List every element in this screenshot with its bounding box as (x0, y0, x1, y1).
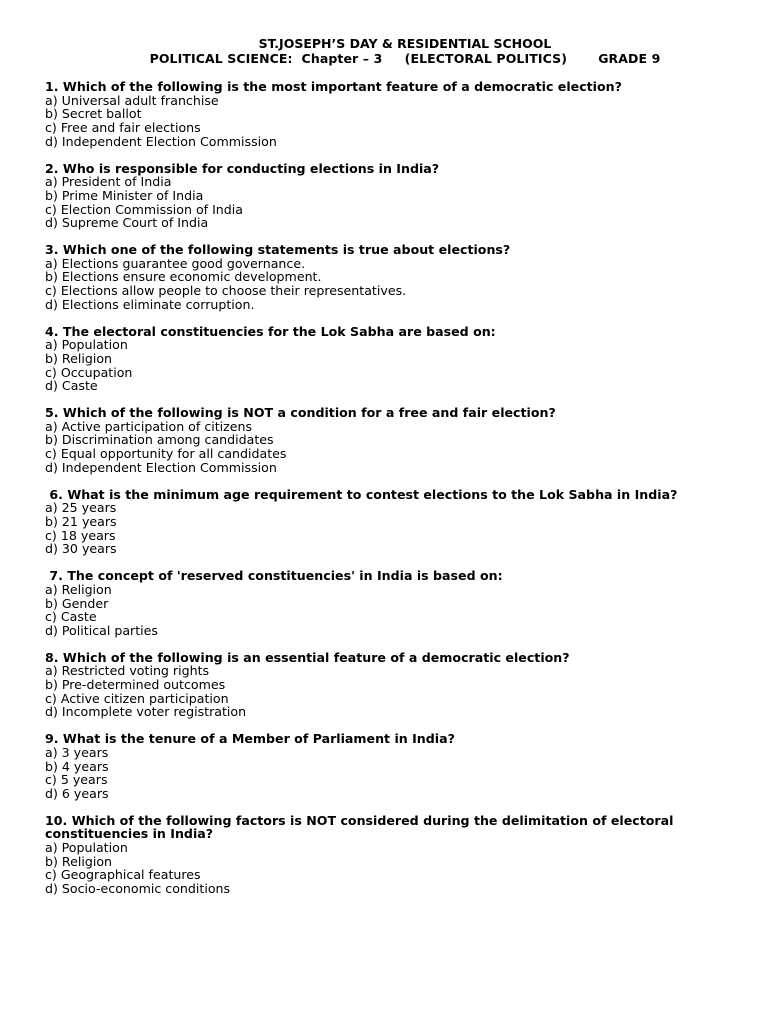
option-b: b) Prime Minister of India (45, 187, 204, 203)
option-d: d) Incomplete voter registration (45, 704, 247, 720)
option-c: c) 18 years (45, 527, 116, 543)
option-c: c) Election Commission of India (45, 201, 243, 217)
worksheet-page (45, 36, 735, 896)
school-name: ST.JOSEPH’S DAY & RESIDENTIAL SCHOOL (258, 36, 552, 51)
option-d: d) Supreme Court of India (45, 215, 209, 231)
option-b: b) 4 years (45, 758, 109, 774)
option-a: a) Restricted voting rights (45, 663, 210, 679)
option-c: c) Geographical features (45, 867, 201, 883)
question-text: 9. What is the tenure of a Member of Parliament in India? (45, 731, 455, 747)
option-b: b) Gender (45, 595, 109, 611)
question-3 (45, 243, 735, 312)
option-d: d) Independent Election Commission (45, 459, 277, 475)
question-text: 2. Who is responsible for conducting elections in India? (45, 160, 440, 176)
option-a: a) 25 years (45, 500, 117, 516)
option-c: c) Occupation (45, 364, 133, 380)
question-10 (45, 814, 735, 896)
option-d: d) Caste (45, 378, 98, 394)
question-text: 7. The concept of 'reserved constituencies' in India is based on: (45, 568, 503, 584)
subject-line: POLITICAL SCIENCE: Chapter – 3 (ELECTORAL POLITICS) GRADE 9 (149, 51, 661, 66)
option-a: a) Universal adult franchise (45, 92, 219, 108)
option-b: b) Discrimination among candidates (45, 432, 274, 448)
question-9 (45, 732, 735, 801)
question-text: 1. Which of the following is the most important feature of a democratic election? (45, 79, 622, 94)
option-d: d) Elections eliminate corruption. (45, 296, 255, 312)
question-text: 10. Which of the following factors is NOT considered during the delimitation of electoral constituencies in India? (45, 812, 678, 842)
option-c: c) Caste (45, 609, 97, 625)
question-text: 3. Which one of the following statements is true about elections? (45, 242, 511, 258)
option-d: d) Independent Election Commission (45, 133, 277, 149)
worksheet-header (75, 36, 735, 66)
option-c: c) Active citizen participation (45, 690, 229, 706)
question-2 (45, 162, 735, 231)
option-a: a) Active participation of citizens (45, 418, 253, 434)
option-d: d) 6 years (45, 785, 109, 801)
option-d: d) Socio-economic conditions (45, 881, 231, 897)
question-list (45, 80, 735, 896)
question-5 (45, 406, 735, 475)
option-b: b) Pre-determined outcomes (45, 677, 226, 693)
option-b: b) Religion (45, 350, 113, 366)
option-c: c) 5 years (45, 772, 108, 788)
option-a: a) Religion (45, 581, 112, 597)
question-text: 4. The electoral constituencies for the Lok Sabha are based on: (45, 323, 496, 339)
question-8 (45, 651, 735, 720)
option-a: a) President of India (45, 174, 172, 190)
question-text: 5. Which of the following is NOT a condition for a free and fair election? (45, 405, 556, 421)
option-c: c) Elections allow people to choose their representatives. (45, 283, 407, 299)
question-6 (45, 488, 735, 557)
question-7 (45, 569, 735, 638)
question-text: 6. What is the minimum age requirement to contest elections to the Lok Sabha in India? (45, 486, 678, 502)
option-b: b) Secret ballot (45, 106, 142, 122)
option-a: a) Population (45, 337, 128, 353)
option-a: a) Population (45, 840, 128, 856)
question-text: 8. Which of the following is an essential feature of a democratic election? (45, 649, 570, 665)
option-c: c) Free and fair elections (45, 120, 201, 136)
option-b: b) 21 years (45, 513, 117, 529)
question-1 (45, 80, 735, 149)
option-d: d) 30 years (45, 541, 117, 557)
option-a: a) 3 years (45, 744, 109, 760)
option-b: b) Elections ensure economic development. (45, 269, 322, 285)
option-b: b) Religion (45, 853, 113, 869)
option-c: c) Equal opportunity for all candidates (45, 446, 287, 462)
option-d: d) Political parties (45, 622, 158, 638)
question-4 (45, 325, 735, 394)
option-a: a) Elections guarantee good governance. (45, 255, 306, 271)
